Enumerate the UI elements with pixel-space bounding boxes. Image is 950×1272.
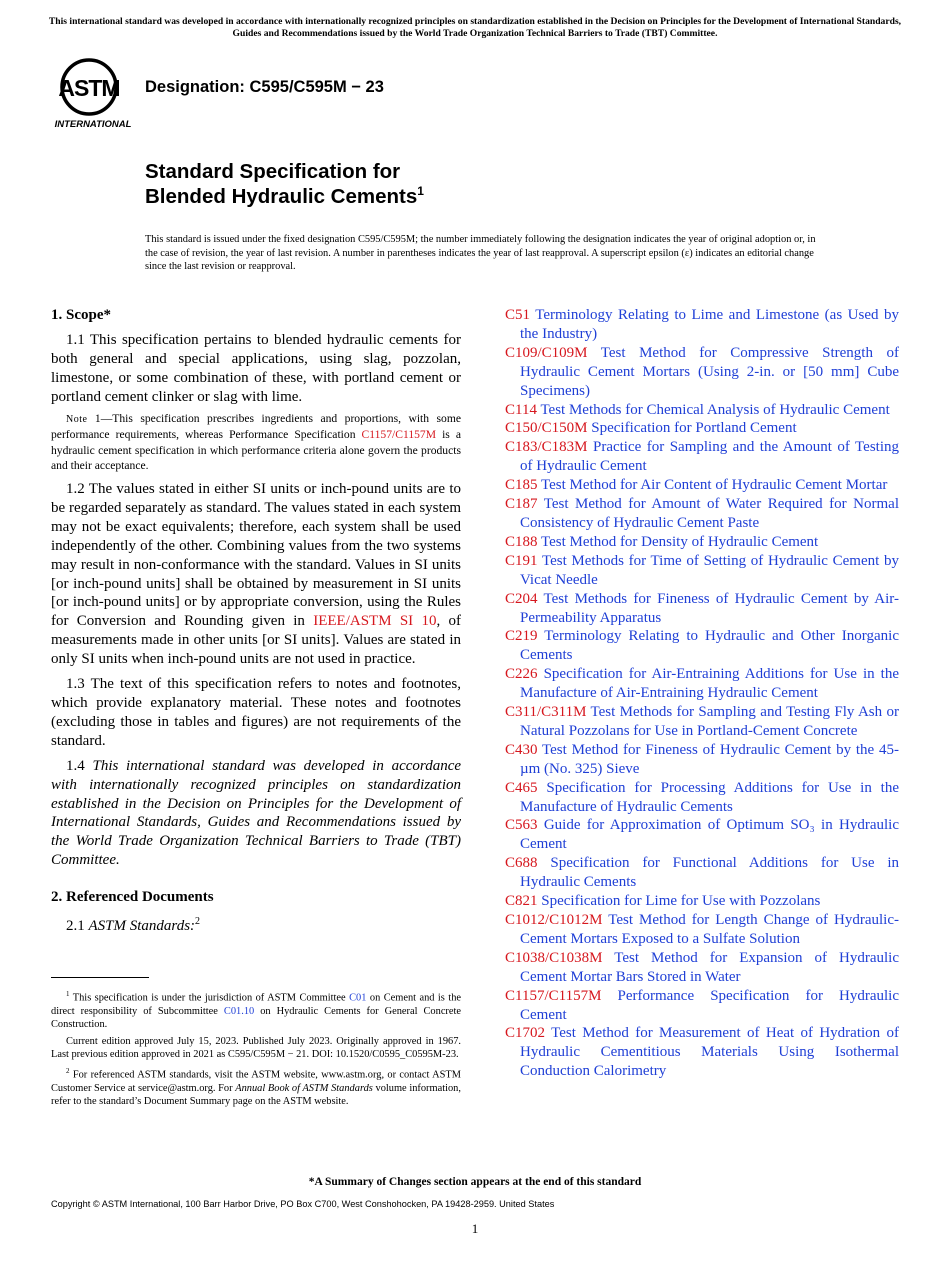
footnotes — [51, 988, 461, 1112]
reference-code-link[interactable]: C219 — [505, 628, 538, 645]
reference-code-link[interactable]: C183/C183M — [505, 439, 588, 456]
reference-title-link[interactable]: Terminology Relating to Lime and Limestone (as Used by the Industry) — [520, 307, 899, 342]
reference-item — [505, 741, 899, 779]
reference-code-link[interactable]: C465 — [505, 779, 538, 796]
reference-title-link[interactable]: Test Method for Fineness of Hydraulic Cement by the 45-µm (No. 325) Sieve — [520, 741, 899, 777]
reference-title-link[interactable]: Test Method for Compressive Strength of Hydraulic Cement Mortars (Using 2-in. or [50 mm] Cube Specimens) — [520, 344, 899, 399]
reference-item — [505, 438, 899, 476]
scope-heading: 1. Scope* — [51, 307, 111, 323]
reference-code-link[interactable]: C1038/C1038M — [505, 949, 603, 966]
reference-title-link[interactable]: Guide for Approximation of Optimum SO₃ in Hydraulic Cement — [520, 817, 899, 853]
footnote-divider — [51, 977, 149, 978]
link-committee-c01[interactable]: C01 — [349, 992, 367, 1004]
reference-item — [505, 987, 899, 1025]
reference-title-link[interactable]: Test Method for Air Content of Hydraulic Cement Mortar — [541, 477, 888, 494]
reference-title-link[interactable]: Test Method for Length Change of Hydraulic-Cement Mortars Exposed to a Sulfate Solution — [520, 912, 899, 947]
reference-item — [505, 1024, 899, 1081]
reference-code-link[interactable]: C191 — [505, 552, 538, 569]
reference-item — [505, 949, 899, 987]
reference-code-link[interactable]: C821 — [505, 893, 538, 910]
reference-code-link[interactable]: C1702 — [505, 1025, 546, 1042]
logo-caption: INTERNATIONAL — [54, 119, 132, 130]
page-title — [145, 160, 424, 209]
top-notice: This international standard was developed in accordance with internationally recognized principles on standardization established in the Decision on Principles for the Development of International Standards, Guides and Recommendations issued by the World Trade Organization Technical Barriers to Trade (TBT) Committee. — [48, 16, 902, 40]
reference-item — [505, 703, 899, 741]
reference-item — [505, 552, 899, 590]
reference-code-link[interactable]: C1012/C1012M — [505, 912, 603, 928]
reference-title-link[interactable]: Practice for Sampling and the Amount of Testing of Hydraulic Cement — [520, 439, 899, 475]
reference-item — [505, 627, 899, 665]
reference-code-link[interactable]: C311/C311M — [505, 704, 587, 721]
reference-item — [505, 476, 899, 495]
reference-title-link[interactable]: Specification for Functional Additions for Use in Hydraulic Cements — [520, 855, 900, 891]
note-1: Note 1—This specification prescribes ingredients and proportions, with some performance requirements, whereas Performance Specification C1157/C1157M is a hydraulic cement specification in which performance criteria alone govern the products and their acceptance. — [51, 411, 461, 473]
reference-code-link[interactable]: C185 — [505, 477, 538, 494]
reference-list — [505, 306, 899, 1081]
para-1-1: 1.1 This specification pertains to blended hydraulic cements for both general and special applications, using slag, pozzolan, limestone, or some combination of these, with portland cement or portland cement clinker or slag with lime. — [51, 332, 461, 405]
reference-title-link[interactable]: Test Method for Measurement of Heat of Hydration of Hydraulic Cementitious Materials Using Isothermal Conduction Calorimetry — [520, 1025, 900, 1080]
reference-code-link[interactable]: C563 — [505, 817, 538, 834]
reference-item — [505, 590, 899, 628]
reference-code-link[interactable]: C188 — [505, 533, 538, 550]
reference-title-link[interactable]: Test Method for Amount of Water Required for Normal Consistency of Hydraulic Cement Paste — [520, 496, 899, 531]
para-1-3: 1.3 The text of this specification refers to notes and footnotes, which provide explanatory material. These notes and footnotes (excluding those in tables and figures) are not requirements of the standard. — [51, 676, 461, 749]
reference-title-link[interactable]: Test Method for Expansion of Hydraulic Cement Mortar Bars Stored in Water — [520, 949, 899, 985]
reference-item — [505, 816, 899, 854]
reference-code-link[interactable]: C114 — [505, 401, 537, 418]
reference-item — [505, 401, 899, 420]
reference-item — [505, 419, 899, 438]
reference-title-link[interactable]: Test Methods for Time of Setting of Hydraulic Cement by Vicat Needle — [520, 552, 899, 588]
copyright: Copyright © ASTM International, 100 Barr Harbor Drive, PO Box C700, West Conshohocken, PA 19428-2959. United States — [51, 1199, 555, 1209]
reference-title-link[interactable]: Specification for Lime for Use with Pozzolans — [541, 893, 821, 910]
para-2-1: 2.1 ASTM Standards:$^2$ — [66, 916, 201, 935]
reference-title-link[interactable]: Specification for Portland Cement — [591, 420, 797, 437]
page-number: 1 — [471, 1221, 479, 1236]
reference-code-link[interactable]: C430 — [505, 741, 538, 758]
footnote-2: $^2$ For referenced ASTM standards, visit the ASTM website, www.astm.org, or contact ASTM Customer Service at service@astm.org. For Annual Book of ASTM Standards volume information, refer to the standard’s Document Summary page on the ASTM website. — [51, 1066, 461, 1108]
reference-code-link[interactable]: C187 — [505, 496, 538, 513]
title-line-2: Blended Hydraulic Cements$^1$ — [145, 183, 424, 208]
reference-code-link[interactable]: C150/C150M — [505, 420, 588, 437]
referenced-documents-heading: 2. Referenced Documents — [51, 889, 214, 906]
reference-title-link[interactable]: Test Methods for Sampling and Testing Fly Ash or Natural Pozzolans for Use in Portland-Cement Concrete — [520, 704, 899, 739]
reference-item — [505, 779, 899, 817]
summary-note: *A Summary of Changes section appears at the end of this standard — [308, 1176, 642, 1188]
reference-code-link[interactable]: C226 — [505, 666, 538, 683]
para-1-2: 1.2 The values stated in either SI units or inch-pound units are to be regarded separately as standard. The values stated in each system may not be exact equivalents; therefore, each system shall be used independently of the other. Combining values from the two systems may result in non-conformance with the standard. Values in SI units [or inch-pound units] shall be obtained by measurement in SI units [or inch-pound units] or by appropriate conversion, using the Rules for Conversion and Rounding given in IEEE/ASTM SI 10, of measurements made in other units [or SI units]. Values are stated in only SI units when inch-pound units are not used in practice. — [51, 481, 462, 668]
reference-title-link[interactable]: Test Methods for Chemical Analysis of Hydraulic Cement — [540, 401, 890, 418]
title-footnote-mark: 1 — [417, 183, 424, 198]
reference-title-link[interactable]: Specification for Processing Additions for Use in the Manufacture of Hydraulic Cements — [520, 779, 900, 815]
link-c1157[interactable]: C1157/C1157M — [361, 428, 437, 442]
reference-item — [505, 665, 899, 703]
reference-title-link[interactable]: Performance Specification for Hydraulic Cement — [520, 987, 900, 1023]
astm-logo-icon — [53, 57, 135, 131]
logo-text-mark: ASTM — [58, 75, 120, 101]
title-line-1: Standard Specification for — [145, 160, 401, 183]
reference-item — [505, 854, 899, 892]
designation: Designation: C595/C595M − 23 — [145, 78, 384, 96]
reference-code-link[interactable]: C1157/C1157M — [505, 987, 602, 1004]
link-ieee-astm-si10[interactable]: IEEE/ASTM SI 10 — [313, 613, 437, 630]
reference-item — [505, 911, 899, 949]
reference-title-link[interactable]: Terminology Relating to Hydraulic and Other Inorganic Cements — [520, 628, 899, 664]
para-1-4: 1.4 This international standard was developed in accordance with internationally recognized principles on standardization established in the Decision on Principles for the Development of International Standards, Guides and Recommendations issued by the World Trade Organization Technical Barriers to Trade (TBT) Committee. — [51, 757, 462, 869]
reference-code-link[interactable]: C204 — [505, 590, 538, 607]
reference-item — [505, 892, 899, 911]
footnote-edition: Current edition approved July 15, 2023. Published July 2023. Originally approved in 1967. Last previous edition approved in 2021 as C595/C595M − 21. DOI: 10.1520/C0595_C0595M-23. — [51, 1035, 461, 1061]
left-column — [51, 306, 461, 942]
reference-code-link[interactable]: C688 — [505, 855, 538, 872]
reference-title-link[interactable]: Test Method for Density of Hydraulic Cement — [541, 533, 819, 550]
reference-code-link[interactable]: C109/C109M — [505, 344, 588, 361]
reference-code-link[interactable]: C51 — [505, 307, 531, 323]
reference-item — [505, 495, 899, 533]
reference-title-link[interactable]: Specification for Air-Entraining Additions for Use in the Manufacture of Air-Entraining Hydraulic Cement — [520, 666, 900, 702]
reference-item — [505, 533, 899, 552]
footnote-1: $^1$ This specification is under the jurisdiction of ASTM Committee C01 on Cement and is the direct responsibility of Subcommittee C01.10 on Hydraulic Cements for General Concrete Construction. — [51, 990, 462, 1031]
issued-notice: This standard is issued under the fixed designation C595/C595M; the number immediately following the designation indicates the year of original adoption or, in the case of revision, the year of last revision. A number in parentheses indicates the year of last reapproval. A superscript epsilon (ε) indicates an editorial change since the last revision or reapproval. — [145, 234, 816, 273]
reference-title-link[interactable]: Test Methods for Fineness of Hydraulic Cement by Air-Permeability Apparatus — [520, 590, 899, 626]
reference-item — [505, 344, 899, 401]
reference-item — [505, 306, 899, 344]
link-subcommittee-c01-10[interactable]: C01.10 — [223, 1005, 255, 1017]
